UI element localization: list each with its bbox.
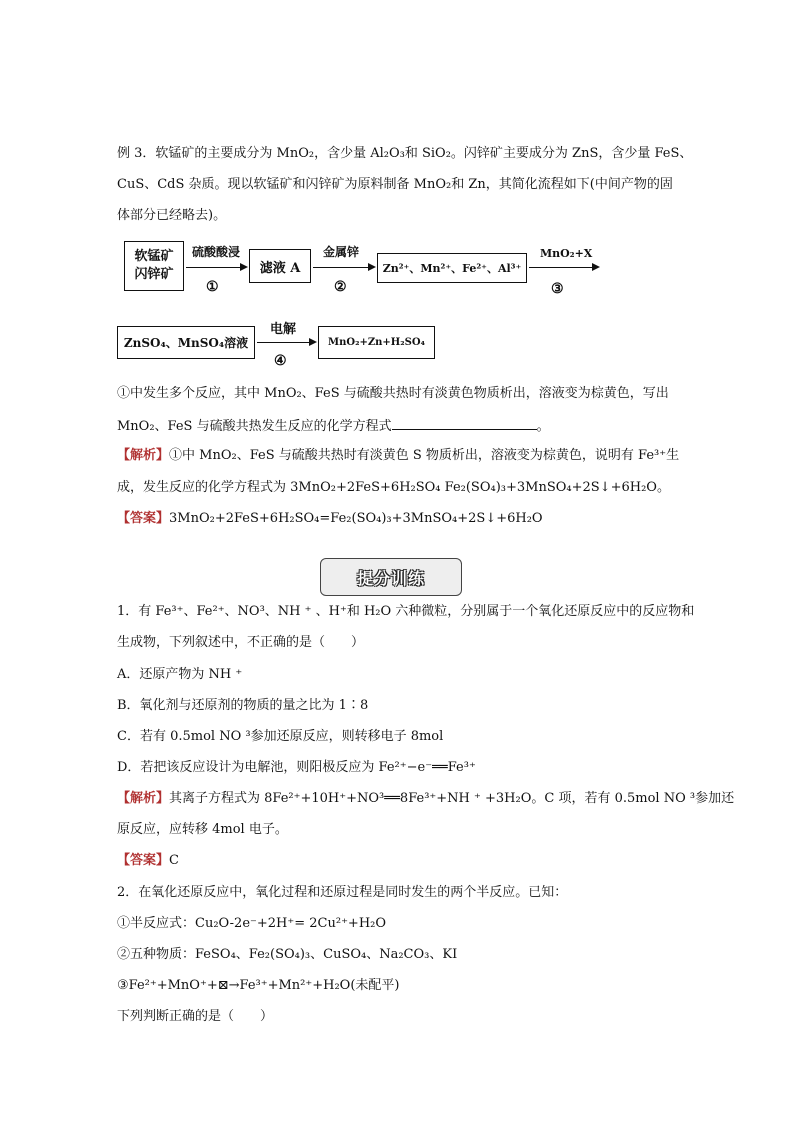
flow-box-filtrate-text: 滤液 A — [259, 260, 301, 276]
flow-box-solution — [117, 326, 255, 359]
q1-answer-text: C — [169, 853, 179, 868]
example-analysis-line-2: 成，发生反应的化学方程式为 3MnO₂+2FeS+6H₂SO₄ Fe₂(SO₄)₃+3MnSO₄+2S↓+6H₂O。 — [117, 480, 670, 495]
example-answer-text: 3MnO₂+2FeS+6H₂SO₄=Fe₂(SO₄)₃+3MnSO₄+2S↓+6H₂O — [169, 511, 543, 526]
q1-analysis-text-1: 其离子方程式为 8Fe²⁺+10H⁺+NO³══8Fe³⁺+NH ⁺ +3H₂O。C 项，若有 0.5mol NO ³参加还 — [169, 791, 735, 806]
q1-stem-line-2: 生成物，下列叙述中，不正确的是（ ） — [117, 635, 365, 650]
flow-box-product-text: MnO₂+Zn+H₂SO₄ — [328, 337, 425, 348]
q1-option-d: D．若把该反应设计为电解池，则阳极反应为 Fe²⁺−e⁻══Fe³⁺ — [117, 760, 476, 775]
flow-box-ore — [124, 241, 184, 291]
example-line-1: 例 3．软锰矿的主要成分为 MnO₂，含少量 Al₂O₃和 SiO₂。闪锌矿主要成分为 ZnS，含少量 FeS、 — [117, 146, 693, 161]
flow-box-ions-text: Zn²⁺、Mn²⁺、Fe²⁺、Al³⁺ — [382, 262, 522, 275]
flow-step4-label: 电解 — [270, 322, 297, 337]
flow-box-filtrate — [249, 249, 311, 283]
example-question-line-2 — [117, 417, 550, 435]
flow-box-ions — [377, 253, 527, 283]
analysis-tag: 【解析】 — [117, 448, 170, 463]
flow-step3-num: ③ — [551, 281, 564, 297]
flow-step1-label: 硫酸酸浸 — [192, 245, 241, 259]
answer-blank — [392, 417, 537, 430]
q1-answer-tag: 【答案】 — [117, 853, 170, 868]
example-analysis-text-1: ①中 MnO₂、FeS 与硫酸共热时有淡黄色 S 物质析出，溶液变为棕黄色，说明有 Fe³⁺生 — [169, 448, 680, 463]
q1-option-a: A．还原产物为 NH ⁺ — [117, 667, 243, 682]
q1-option-b: B．氧化剂与还原剂的物质的量之比为 1∶8 — [117, 698, 369, 713]
flow-arrow-4 — [257, 342, 315, 343]
flow-arrow-2 — [313, 267, 374, 268]
flow-box-solution-text: ZnSO₄、MnSO₄溶液 — [123, 336, 249, 350]
example-analysis-line-1 — [117, 448, 679, 464]
q2-item-2: ②五种物质：FeSO₄、Fe₂(SO₄)₃、CuSO₄、Na₂CO₃、KI — [117, 947, 458, 962]
example-question-end: 。 — [536, 419, 550, 434]
q2-ask: 下列判断正确的是（ ） — [117, 1009, 274, 1024]
example-question-text: MnO₂、FeS 与硫酸共热发生反应的化学方程式 — [117, 419, 392, 434]
flow-step2-num: ② — [334, 279, 347, 295]
q1-analysis-line-1 — [117, 791, 734, 807]
section-banner: 提分训练 — [320, 558, 462, 596]
flow-arrow-3 — [529, 267, 598, 268]
q1-option-c: C．若有 0.5mol NO ³参加还原反应，则转移电子 8mol — [117, 729, 444, 744]
example-line-2: CuS、CdS 杂质。现以软锰矿和闪锌矿为原料制备 MnO₂和 Zn，其简化流程如下(中间产物的固 — [117, 177, 673, 192]
example-answer-line — [117, 511, 543, 527]
flow-step2-label: 金属锌 — [323, 245, 360, 259]
q1-analysis-tag: 【解析】 — [117, 791, 170, 806]
q2-item-1: ①半反应式：Cu₂O-2e⁻+2H⁺= 2Cu²⁺+H₂O — [117, 916, 387, 931]
flow-box-ore-line2: 闪锌矿 — [134, 267, 174, 282]
q1-answer-line — [117, 853, 179, 869]
q2-item-3: ③Fe²⁺+MnO⁺+⊠→Fe³⁺+Mn²⁺+H₂O(未配平) — [117, 978, 400, 993]
q1-stem-line-1: 1．有 Fe³⁺、Fe²⁺、NO³、NH ⁺ 、H⁺和 H₂O 六种微粒，分别属于一个氧化还原反应中的反应物和 — [117, 604, 695, 619]
flow-arrow-1 — [186, 267, 246, 268]
flow-box-product — [318, 326, 435, 359]
q2-stem: 2．在氧化还原反应中，氧化过程和还原过程是同时发生的两个半反应。已知： — [117, 885, 568, 900]
example-question-line-1: ①中发生多个反应，其中 MnO₂、FeS 与硫酸共热时有淡黄色物质析出，溶液变为棕黄色，写出 — [117, 386, 669, 401]
q1-analysis-line-2: 原反应，应转移 4mol 电子。 — [117, 822, 288, 837]
answer-tag: 【答案】 — [117, 511, 170, 526]
flow-step3-label: MnO₂+X — [540, 247, 593, 260]
example-line-3: 体部分已经略去)。 — [117, 208, 227, 223]
flow-step1-num: ① — [206, 279, 219, 295]
flow-box-ore-line1: 软锰矿 — [134, 249, 174, 264]
flow-step4-num: ④ — [274, 353, 287, 369]
